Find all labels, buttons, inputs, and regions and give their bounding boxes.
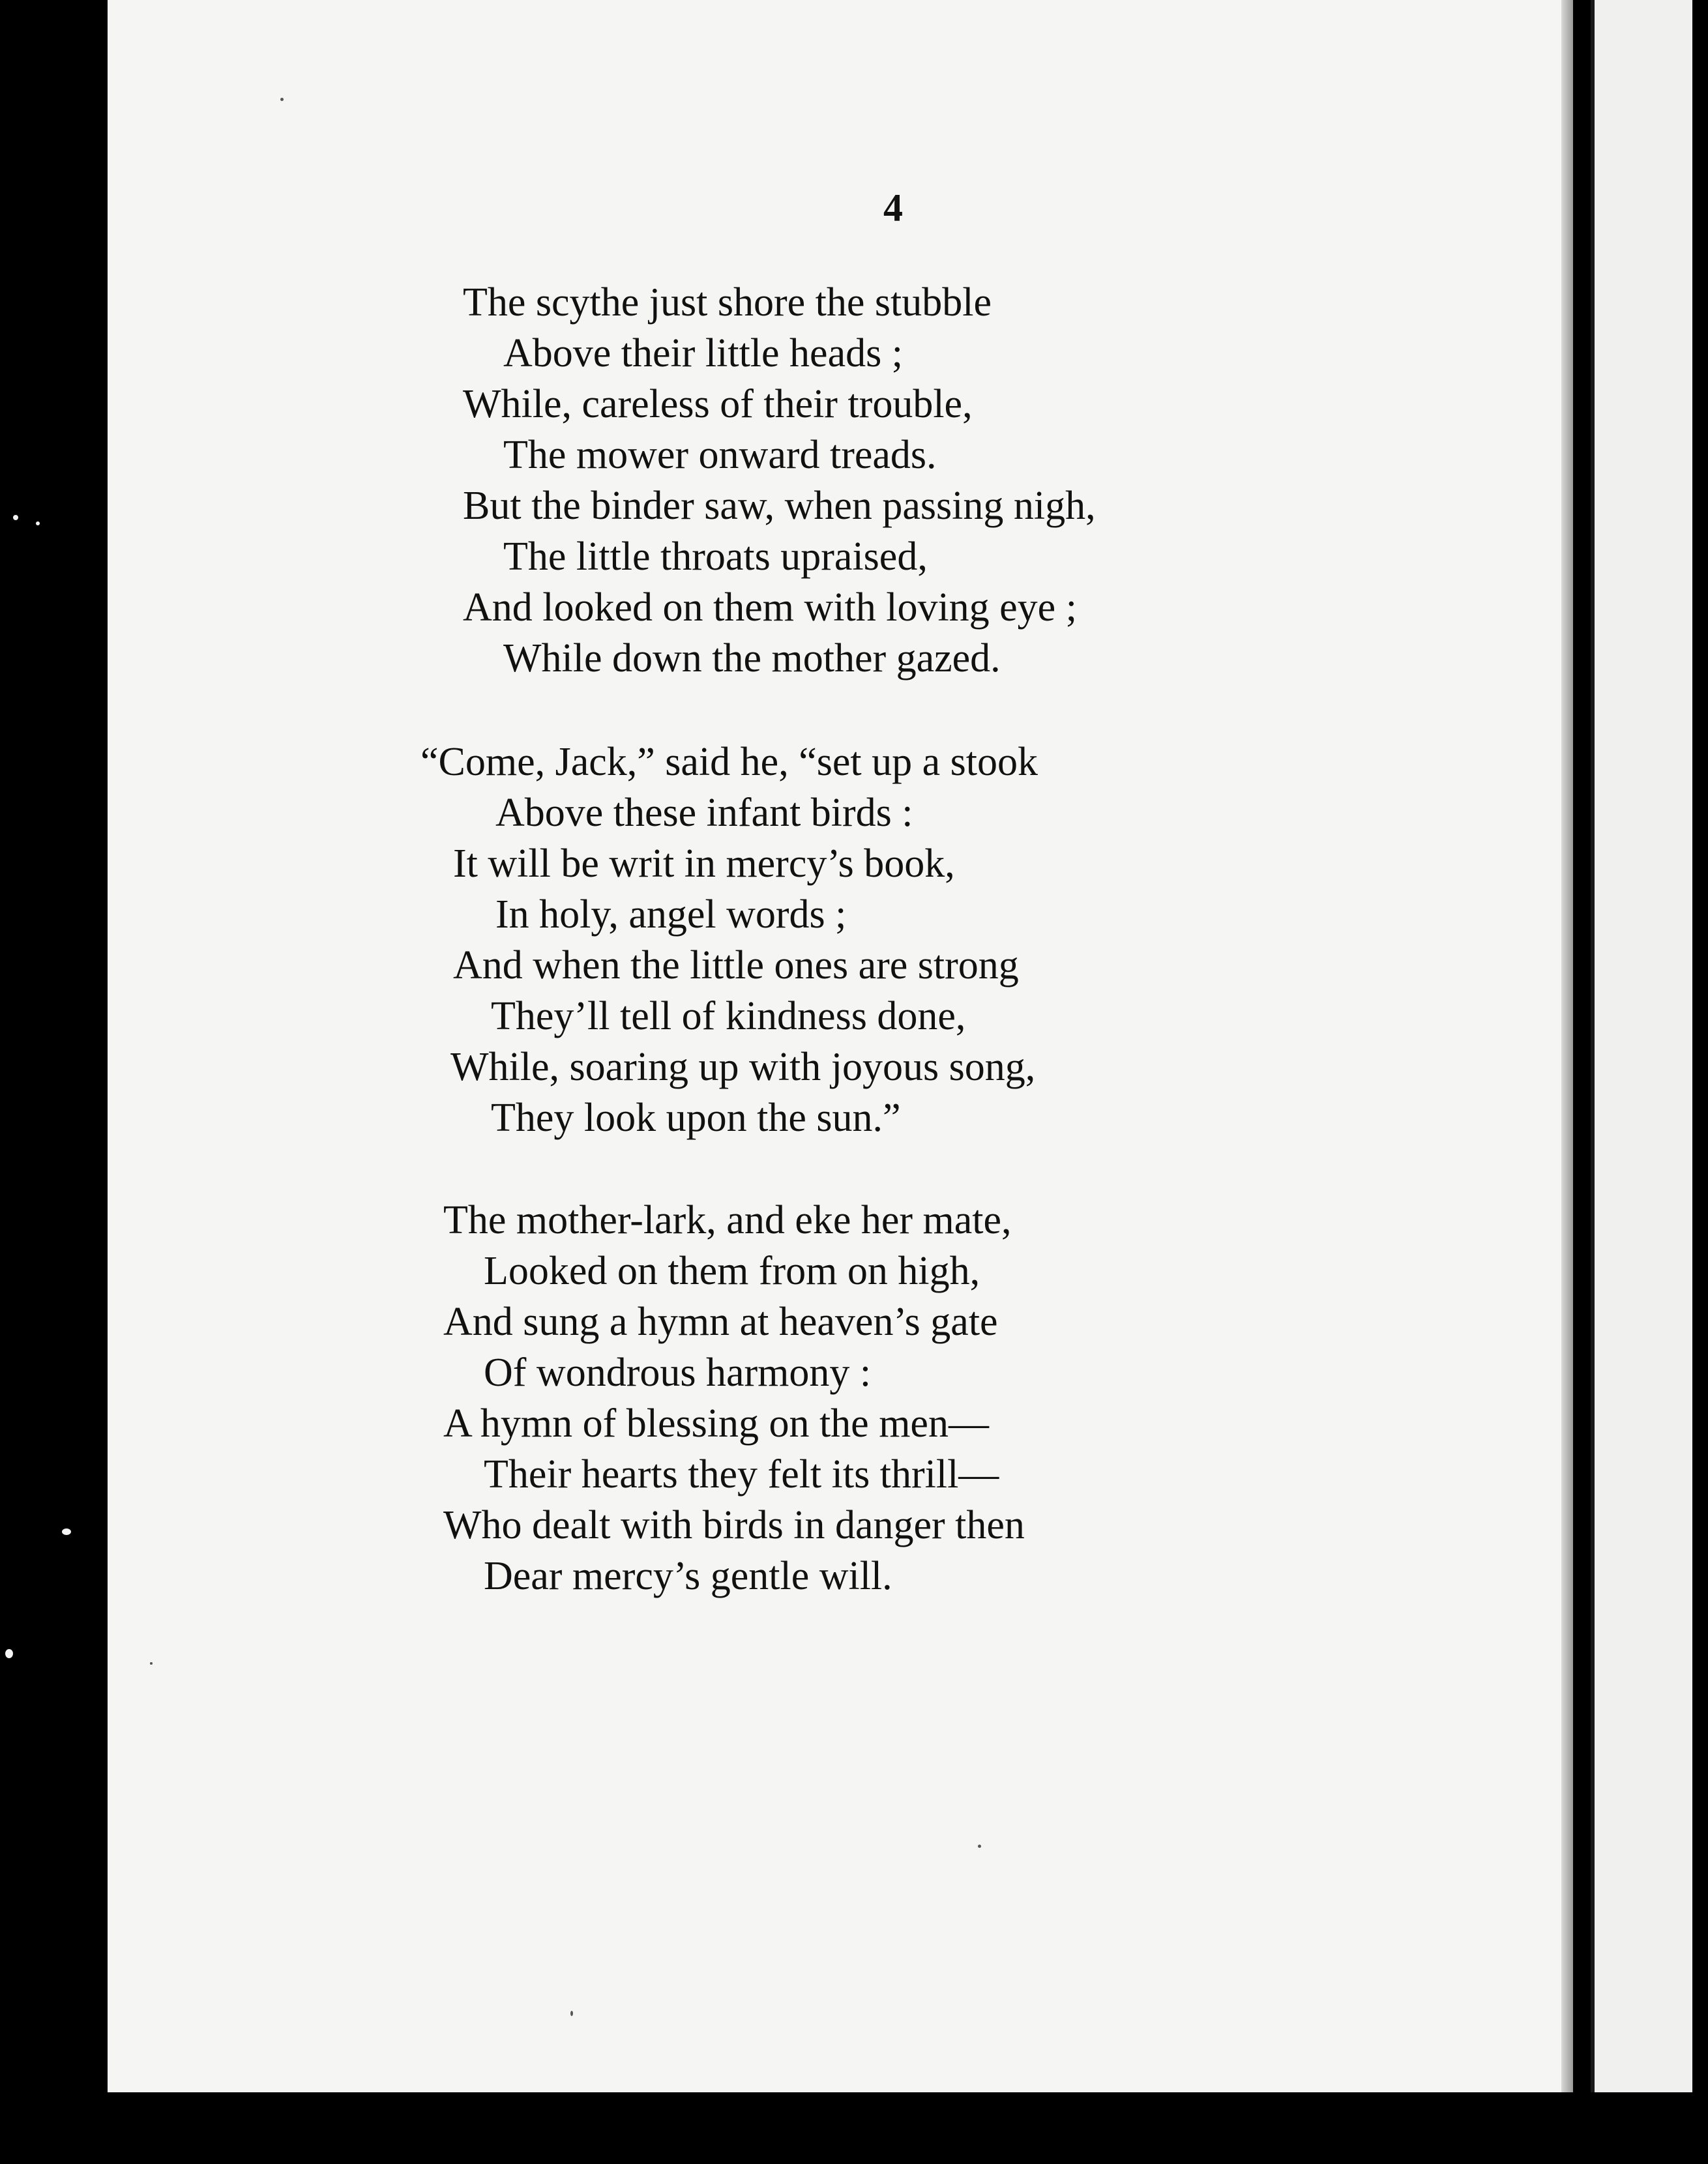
scan-speck — [62, 1528, 71, 1535]
stanza-1 — [463, 277, 1096, 684]
stanza-2 — [420, 737, 1038, 1143]
facing-page-edge — [1591, 0, 1692, 2092]
poem-line: They look upon the sun.” — [491, 1096, 901, 1140]
poem-line: It will be writ in mercy’s book, — [453, 841, 955, 886]
poem-line: A hymn of blessing on the men— — [443, 1401, 989, 1446]
poem-line: While, soaring up with joyous song, — [450, 1045, 1036, 1089]
poem-line: The little throats upraised, — [503, 534, 928, 579]
stanza-3 — [443, 1195, 1025, 1601]
poem-line: Dear mercy’s gentle will. — [484, 1554, 892, 1598]
poem-line: While down the mother gazed. — [503, 636, 1001, 680]
scan-speck — [978, 1845, 981, 1848]
scan-speck — [13, 515, 18, 520]
scan-border-bottom — [0, 2092, 1708, 2164]
poem-line: While, careless of their trouble, — [463, 382, 973, 426]
scan-speck — [36, 521, 40, 525]
poem-line: Looked on them from on high, — [484, 1249, 980, 1293]
poem-line: And sung a hymn at heaven’s gate — [443, 1300, 998, 1344]
poem-line: The scythe just shore the stubble — [463, 280, 992, 325]
poem-line: “Come, Jack,” said he, “set up a stook — [420, 740, 1038, 784]
scan-speck — [280, 98, 284, 101]
page-gutter — [1561, 0, 1573, 2092]
poem-line: In holy, angel words ; — [495, 892, 847, 937]
scan-speck — [5, 1649, 13, 1658]
scan-speck — [150, 1662, 153, 1665]
poem-line: Their hearts they felt its thrill— — [484, 1452, 999, 1497]
poem-line: And looked on them with loving eye ; — [463, 585, 1077, 630]
poem-line: But the binder saw, when passing nigh, — [463, 484, 1096, 528]
poem-line: They’ll tell of kindness done, — [491, 994, 966, 1038]
poem-line: The mower onward treads. — [503, 433, 937, 477]
poem-line: Who dealt with birds in danger then — [443, 1503, 1025, 1547]
page-number: 4 — [883, 186, 903, 229]
poem-line: The mother-lark, and eke her mate, — [443, 1198, 1012, 1242]
poem-line: Of wondrous harmony : — [484, 1351, 872, 1395]
poem-line: And when the little ones are strong — [453, 943, 1019, 987]
poem-line: Above these infant birds : — [495, 791, 913, 835]
scan-speck — [570, 2011, 573, 2016]
poem-line: Above their little heads ; — [503, 331, 903, 375]
